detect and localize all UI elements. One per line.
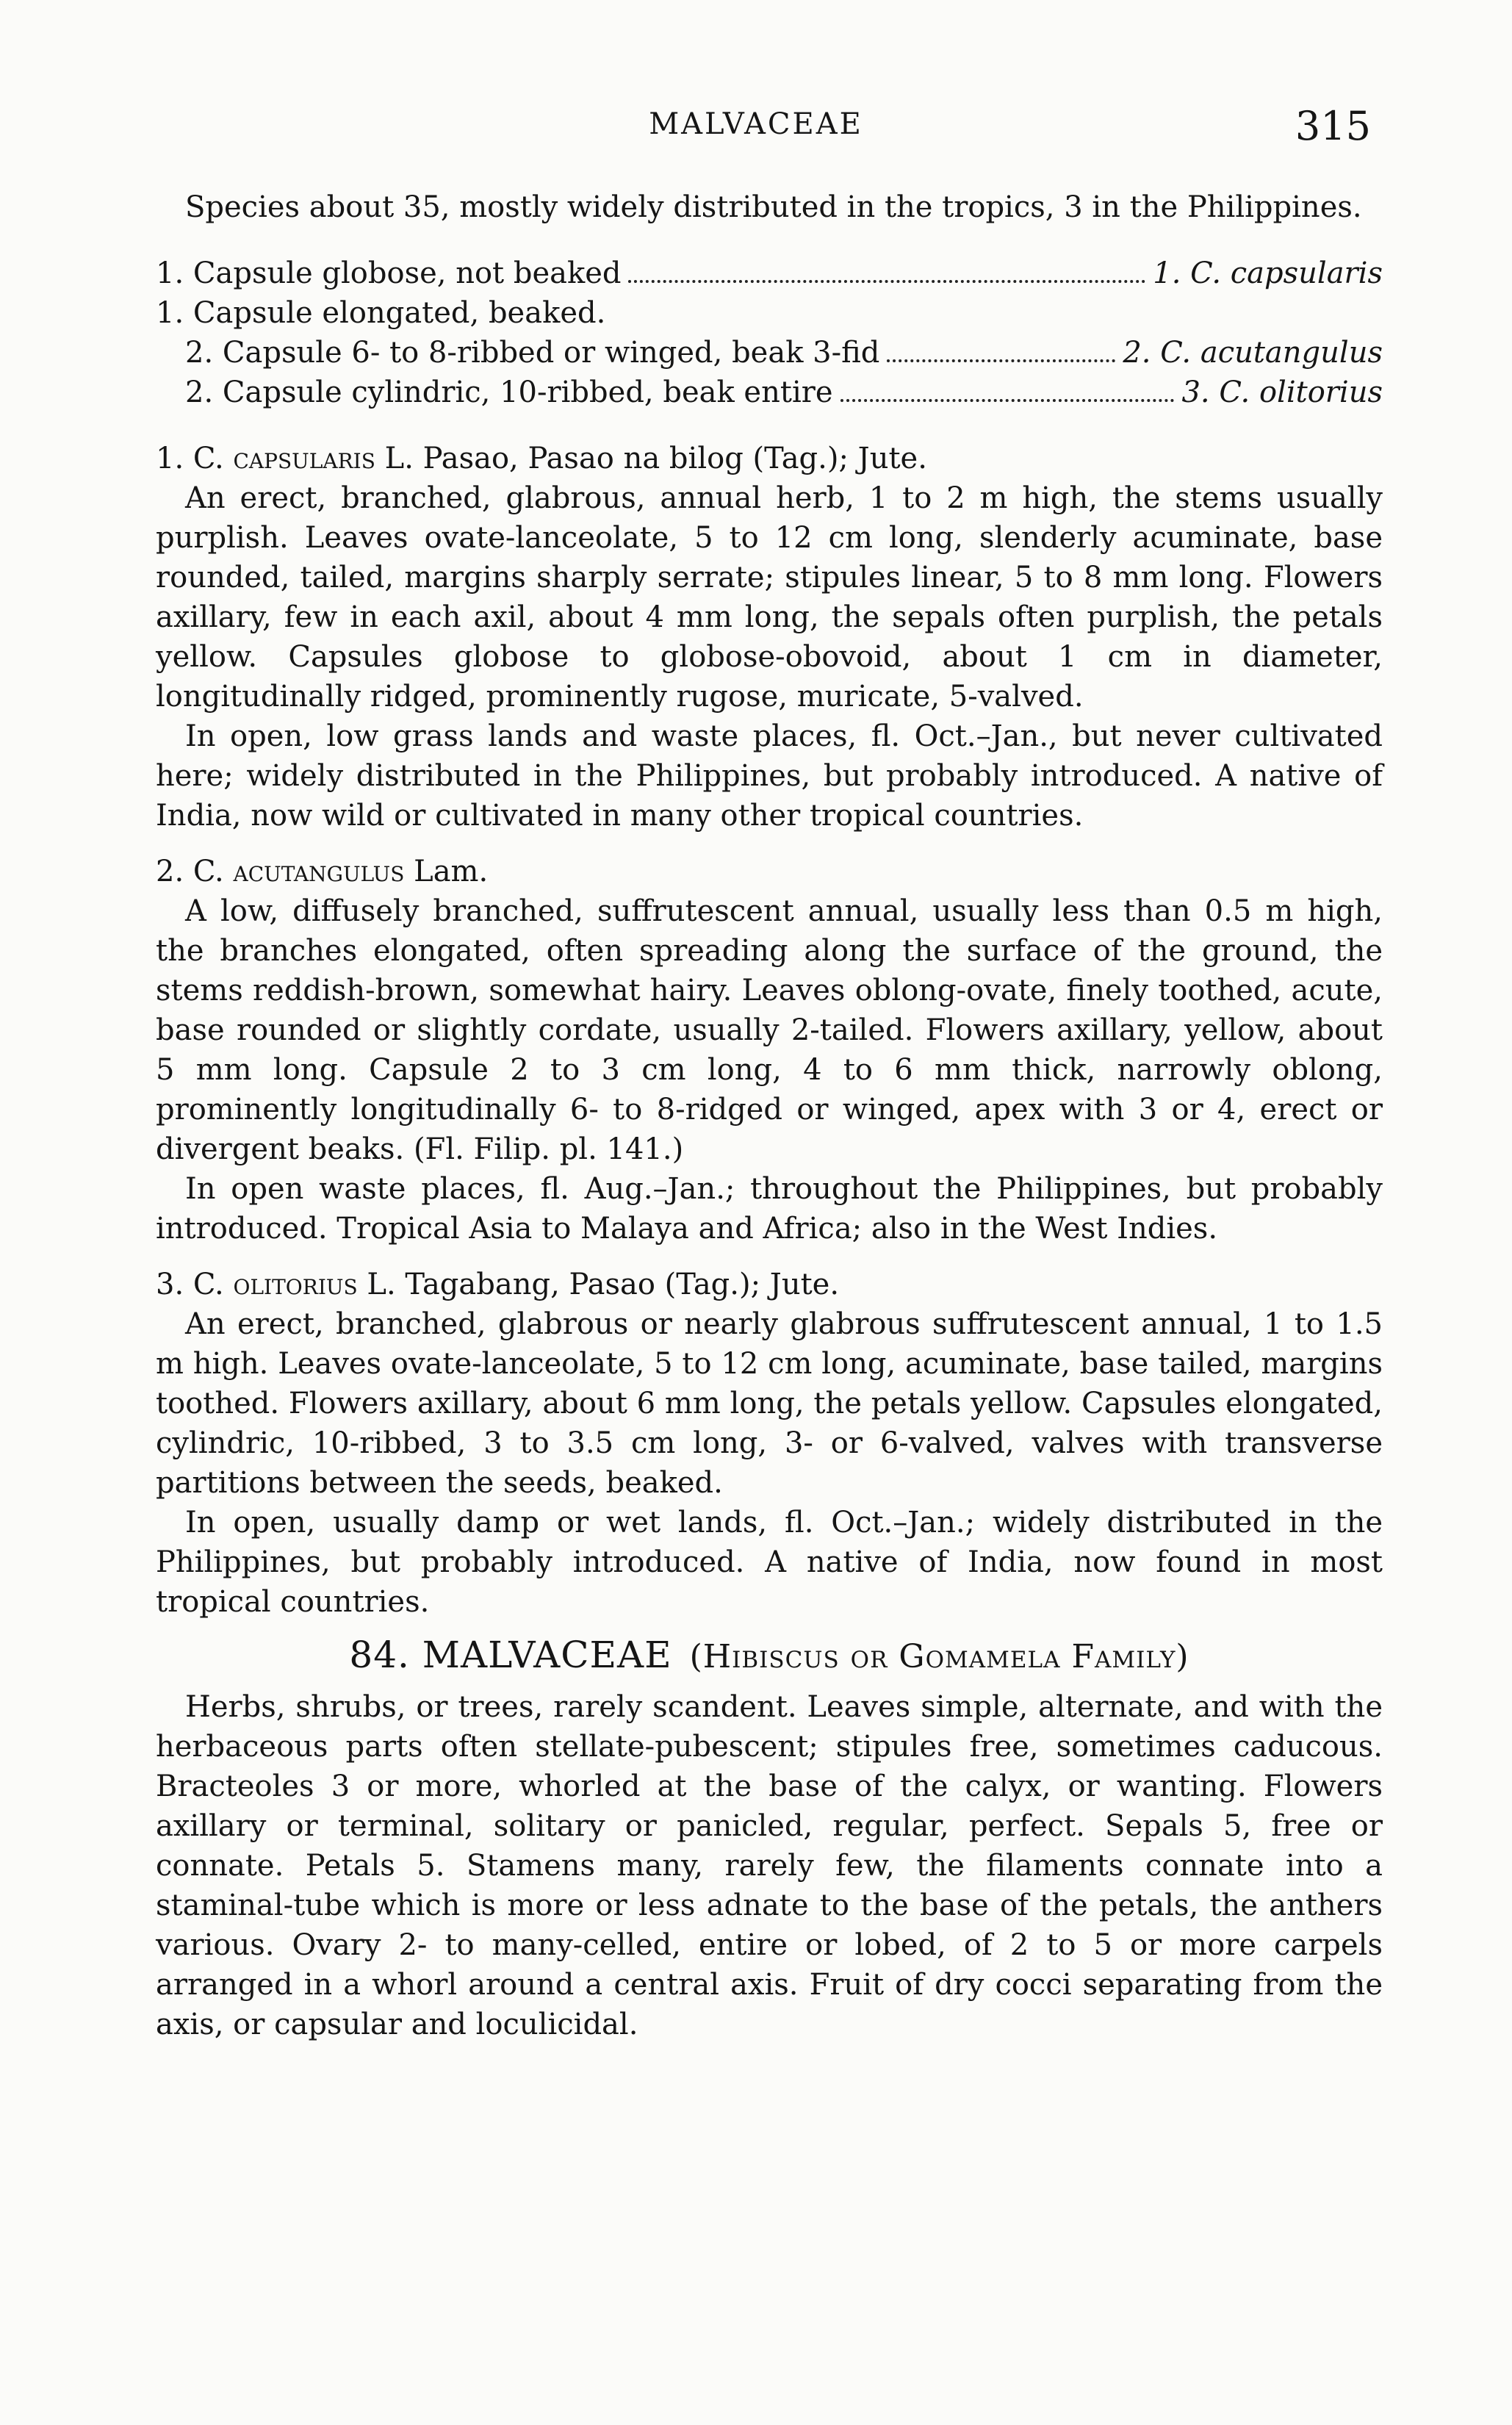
page-number: 315 xyxy=(1295,103,1371,149)
species-distribution: In open waste places, fl. Aug.–Jan.; throughout the Philippines, but probably introduced. Tropical Asia to Malaya and Africa; also in the West Indies. xyxy=(156,1172,1383,1246)
species-distribution: In open, low grass lands and waste places, fl. Oct.–Jan., but never cultivated here; widely distributed in the Philippines, but probably introduced. A native of India, now wild or cultivated in many other tropical countries. xyxy=(156,719,1383,833)
family-description: Herbs, shrubs, or trees, rarely scandent. Leaves simple, alternate, and with the herbaceous parts often stellate-pubescent; stipules free, sometimes caducous. Bracteoles 3 or more, whorled at the base of the calyx, or wanting. Flowers axillary or terminal, solitary or panicled, regular, perfect. Sepals 5, free or connate. Petals 5. Stamens many, rarely few, the filaments connate into a staminal-tube which is more or less adnate to the base of the petals, the anthers various. Ovary 2- to many-celled, entire or lobed, of 2 to 5 or more carpels arranged in a whorl around a central axis. Fruit of dry cocci separating from the axis, or capsular and loculicidal. xyxy=(156,1690,1383,2041)
key-line: 1. Capsule elongated, beaked. xyxy=(156,296,606,330)
running-title: MALVACEAE xyxy=(649,107,863,141)
species-heading: 2. C. acutangulus Lam. xyxy=(156,855,489,888)
species-heading: 1. C. capsularis L. Pasao, Pasao na bilog (Tag.); Jute. xyxy=(156,442,927,475)
species-entry xyxy=(156,852,1383,1249)
key-line: 2. Capsule cylindric, 10-ribbed, beak entire 3. C. olitorius xyxy=(185,376,1383,409)
key-line: 1. Capsule globose, not beaked 1. C. capsularis xyxy=(156,256,1383,290)
leader-dots xyxy=(840,399,1175,402)
genus-intro: Species about 35, mostly widely distributed in the tropics, 3 in the Philippines. xyxy=(185,190,1362,224)
family-heading xyxy=(156,1635,1383,1677)
species-heading: 3. C. olitorius L. Tagabang, Pasao (Tag.); Jute. xyxy=(156,1268,840,1301)
family-title: 84. MALVACEAE xyxy=(349,1634,672,1676)
page-header xyxy=(0,103,1512,154)
leader-dots xyxy=(887,359,1115,362)
species-description: A low, diffusely branched, suffrutescent annual, usually less than 0.5 m high, the branches elongated, often spreading along the surface of the ground, the stems reddish-brown, somewhat hairy. Leaves oblong-ovate, finely toothed, acute, base rounded or slightly cordate, usually 2-tailed. Flowers axillary, yellow, about 5 mm long. Capsule 2 to 3 cm long, 4 to 6 mm thick, narrowly oblong, prominently longitudinally 6- to 8-ridged or winged, apex with 3 or 4, erect or divergent beaks. (Fl. Filip. pl. 141.) xyxy=(156,894,1383,1166)
species-entry xyxy=(156,439,1383,836)
figure-citation: (Fl. Filip. pl. 141.) xyxy=(413,1132,684,1166)
text-column xyxy=(156,187,1383,2044)
species-key xyxy=(156,254,1383,412)
family-subtitle: (Hibiscus or Gomamela Family) xyxy=(689,1638,1189,1675)
leader-dots xyxy=(628,280,1145,283)
species-distribution: In open, usually damp or wet lands, fl. Oct.–Jan.; widely distributed in the Philippines, but probably introduced. A native of India, now found in most tropical countries. xyxy=(156,1506,1383,1619)
species-description: An erect, branched, glabrous, annual herb, 1 to 2 m high, the stems usually purplish. Leaves ovate-lanceolate, 5 to 12 cm long, slenderly acuminate, base rounded, tailed, margins sharply serrate; stipules linear, 5 to 8 mm long. Flowers axillary, few in each axil, about 4 mm long, the sepals often purplish, the petals yellow. Capsules globose to globose-obovoid, about 1 cm in diameter, longitudinally ridged, prominently rugose, muricate, 5-valved. xyxy=(156,481,1383,714)
key-line: 2. Capsule 6- to 8-ribbed or winged, beak 3-fid 2. C. acutangulus xyxy=(185,336,1383,370)
species-entry xyxy=(156,1265,1383,1622)
species-description: An erect, branched, glabrous or nearly glabrous suffrutescent annual, 1 to 1.5 m high. Leaves ovate-lanceolate, 5 to 12 cm long, acuminate, base tailed, margins toothed. Flowers axillary, about 6 mm long, the petals yellow. Capsules elongated, cylindric, 10-ribbed, 3 to 3.5 cm long, 3- or 6-valved, valves with transverse partitions between the seeds, beaked. xyxy=(156,1307,1383,1500)
